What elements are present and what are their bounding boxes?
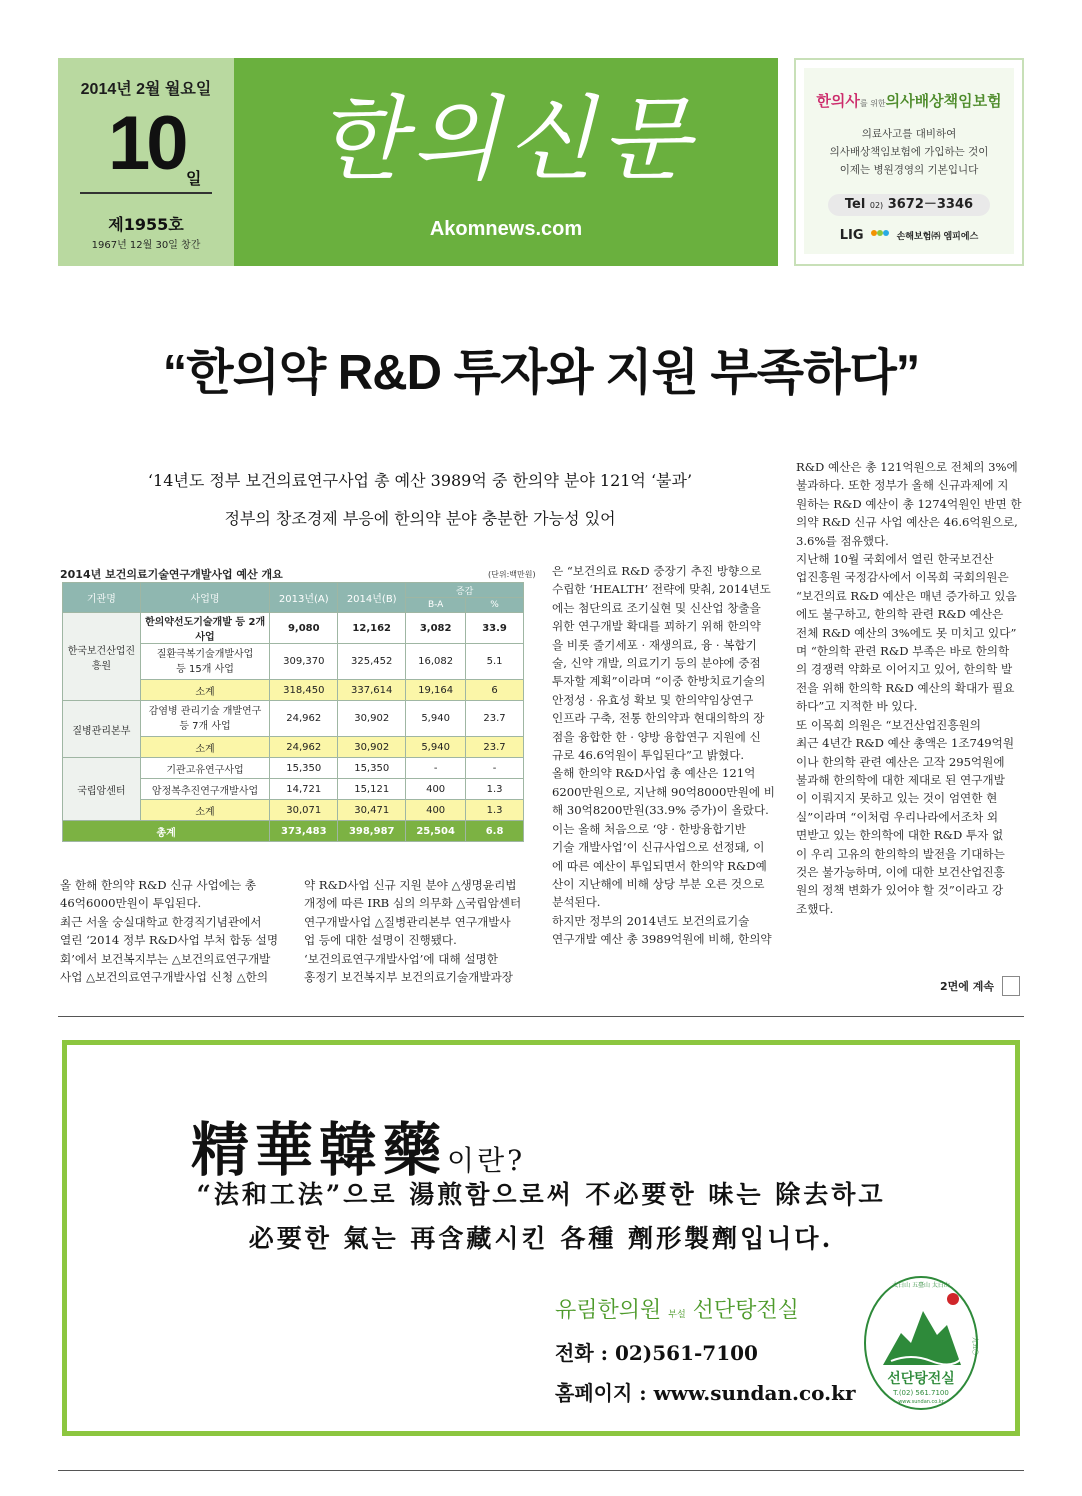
article-column-4 [796,458,1022,918]
article-text-line: “보건의료 R&D 예산은 매년 증가하고 있음 [796,588,1017,603]
article-text-line: 6200만원으로, 지난해 90억8000만원에 비 [552,784,775,799]
masthead-logo-box [234,58,778,266]
budget-table [62,582,524,842]
table-cell: 24,962 [270,737,338,758]
table-cell: 총계 [63,821,270,842]
insurance-company [804,228,1014,243]
lig-logo: LIG [839,228,864,243]
table-cell-line: 질환극복기술개발사업 [156,648,254,660]
table-cell: 암정복추진연구개발사업 [140,779,270,800]
article-column-3 [552,562,778,949]
herbal-medicine-ad[interactable] [62,1040,1020,1436]
article-text-line: 회’에서 보건복지부는 △보건의료연구개발 [60,951,271,966]
clinic-homepage[interactable]: 홈페이지 : www.sundan.co.kr [555,1381,856,1405]
table-cell: 373,483 [270,821,338,842]
date-line: 2014년 2월 월요일 [80,81,212,98]
table-header: 증감 [406,583,524,598]
table-cell-line: 등 15개 사업 [176,663,234,675]
table-header: 2014년(B) [338,583,406,613]
article-text-line: 전을 위해 한의학 R&D 예산의 확대가 필요 [796,680,1015,695]
bottom-divider [58,1470,1024,1471]
continued-note: 2면에 계속 [940,980,994,993]
table-cell: 23.7 [466,737,524,758]
article-text-line: 연구개발 예산 총 3989억원에 비해, 한의약 [552,932,772,947]
article-text-line: 실”이라며 “이처럼 우리나라에서조차 외 [796,809,999,824]
article-text-line: 이 우리 고유의 한의학의 발전을 기대하는 [796,846,1005,861]
table-cell: 309,370 [270,644,338,680]
table-cell: 15,121 [338,779,406,800]
article-text-line: 연구개발사업 △질병관리본부 연구개발사 [304,914,511,929]
article-text-line: 며 “한의학 관련 R&D 부족은 바로 한의학 [796,644,1010,659]
article-text-line: 하지만 정부의 2014년도 보건의료기술 [552,913,750,928]
seal-top-text: 太白山 五臺山 太白山 [892,1282,950,1289]
issue-number: 제1955호 [108,215,184,234]
article-column-2 [304,876,530,986]
table-cell-org: 질병관리본부 [63,701,141,758]
table-header: % [466,598,524,613]
article-text-line: 분석된다. [552,895,601,910]
table-cell: 15,350 [338,758,406,779]
article-text-line: 불과하다. 또한 정부가 올해 신규과제에 지 [796,478,1009,493]
table-cell-org: 한국보건산업진흥원 [63,613,141,701]
table-cell: 3,082 [406,613,466,644]
article-text-line: 에 따른 예산이 투입되면서 한의약 R&D예 [552,858,767,873]
table-cell: 337,614 [338,680,406,701]
table-cell: 30,471 [338,800,406,821]
mountain-icon [883,1311,961,1365]
table-cell: 16,082 [406,644,466,680]
paper-logo: 한의신문 [316,86,696,193]
article-text-line: 인프라 구축, 전통 한의약과 현대의학의 장 [552,711,765,726]
article-text-line: 산이 지난해에 비해 상당 부분 오른 것으로 [552,876,765,891]
insurance-ad-title [804,90,1014,111]
clinic-name [555,1293,799,1324]
insurance-ad-line: 의료사고를 대비하여 [861,128,957,140]
article-text-line: 에는 첨단의료 조기실현 및 신산업 창출을 [552,600,761,615]
insurance-ad-title-small: 를 위한 [859,99,886,108]
founded-date: 1967년 12월 30일 창간 [91,240,201,251]
article-text-line: 약 R&D사업 신규 지원 분야 △생명윤리법 [304,878,517,892]
table-cell: 소계 [140,680,270,701]
article-text-line: 최근 4년간 R&D 예산 총액은 1조749억원 [796,736,1015,751]
insurance-ad-line: 의사배상책임보험에 가입하는 것이 [829,146,989,158]
table-header: 사업명 [140,583,270,613]
table-cell: 33.9 [466,613,524,644]
table-row [63,701,524,737]
seal-side-text: 一九五〇 [971,1330,978,1356]
article-text-line: 이 이뤄지지 못하고 있는 것이 엄연한 현 [796,791,998,806]
article-headline: “한의약 R&D 투자와 지원 부족하다” [162,346,920,400]
table-cell: 한의약선도기술개발 등 2개 사업 [140,613,270,644]
article-text-line: 46억6000만원이 투입된다. [60,896,202,911]
article-text-line: 은 “보건의료 R&D 중장기 추진 방향으로 [552,564,762,578]
article-text-line: ‘보건의료연구개발사업’에 대해 설명한 [304,951,498,966]
table-cell: 30,071 [270,800,338,821]
table-cell: 14,721 [270,779,338,800]
red-sun-icon [947,1293,959,1305]
ad-line-2: 必要한 氣는 再含藏시킨 各種 劑形製劑입니다. [248,1224,834,1253]
tel-number: 3672－3346 [887,197,974,212]
table-cell: 318,450 [270,680,338,701]
article-text-line: 불과해 한의학에 대한 제대로 된 연구개발 [796,772,1005,787]
table-cell: 9,080 [270,613,338,644]
article-subhead-1: ‘14년도 정부 보건의료연구사업 총 예산 3989억 중 한의약 분야 121억 ‘불과’ [147,471,693,490]
article-text-line: 올해 한의약 R&D사업 총 예산은 121억 [552,766,756,781]
article-text-line: 규로 46.6억원이 투입된다”고 밝혔다. [552,748,745,763]
article-text-line: 지난해 10월 국회에서 열린 한국보건산 [796,552,994,567]
article-column-1 [60,876,286,986]
day-number: 10 [108,101,185,186]
article-text-line: 해 30억8200만원(33.9% 증가)이 올랐다. [552,803,769,818]
table-row [63,613,524,644]
table-header: 2013년(A) [270,583,338,613]
date-divider [80,192,212,194]
tel-label: Tel [844,197,866,212]
article-text-line: 안정성 · 유효성 확보 및 한의약임상연구 [552,692,754,707]
article-text-line: 전체 R&D 예산의 3%에도 못 미치고 있다” [796,625,1017,640]
ad-title-suffix: 이란? [447,1144,526,1177]
date-box [58,58,234,266]
article-text-line: 원하는 R&D 예산이 총 1274억원인 반면 한 [796,496,1022,511]
insurance-ad-panel [804,68,1014,254]
lig-dots-icon [870,228,890,238]
table-title: 2014년 보건의료기술연구개발사업 예산 개요 [60,568,283,581]
article-text-line: 술, 신약 개발, 의료기기 등의 분야에 중점 [552,656,761,671]
table-cell: 19,164 [406,680,466,701]
article-text-line: 하다”고 지적한 바 있다. [796,699,918,714]
table-cell-line: 등 7개 사업 [179,720,231,732]
table-header: B-A [406,598,466,613]
lig-company-name: 손해보험㈜ 엠피에스 [896,232,979,242]
table-row-total [63,821,524,842]
table-cell: 12,162 [338,613,406,644]
article-text-line: 이는 올해 처음으로 ‘양 · 한방융합기반 [552,821,746,836]
table-cell: 6.8 [466,821,524,842]
article-text-line: 것은 불가능하며, 이에 대한 보건산업진흥 [796,864,1005,879]
article-subhead-2: 정부의 창조경제 부응에 한의약 분야 충분한 가능성 있어 [224,509,616,528]
article-text-line: 홍정기 보건복지부 보건의료기술개발과장 [304,970,513,985]
table-row [63,758,524,779]
article-text-line: 이나 한의학 관련 예산은 고작 295억원에 [796,754,1005,769]
clinic-name-main: 유림한의원 [555,1298,662,1323]
paper-url[interactable]: Akomnews.com [429,218,583,240]
insurance-ad[interactable] [794,58,1024,266]
table-cell: 23.7 [466,701,524,737]
table-cell: 6 [466,680,524,701]
table-unit: (단위:백만원) [488,570,536,579]
article-text-line: R&D 예산은 총 121억원으로 전체의 3%에 [796,460,1018,474]
table-cell: 25,504 [406,821,466,842]
article-text-line: 면받고 있는 한의학에 대한 R&D 투자 없 [796,828,1004,843]
table-cell: 24,962 [270,701,338,737]
table-cell: 398,987 [338,821,406,842]
table-cell: 1.3 [466,779,524,800]
clinic-phone: 전화 : 02)561-7100 [555,1341,758,1365]
table-cell: - [406,758,466,779]
article-text-line: 조했다. [796,901,834,916]
insurance-ad-title-accent: 한의사 [816,92,860,110]
table-cell [140,701,270,737]
article-text-line: 위한 연구개발 확대를 꾀하기 위해 한의약 [552,619,761,634]
article-text-line: 3.6%를 점유했다. [796,533,889,548]
table-cell: 5,940 [406,701,466,737]
seal-name: 선단탕전실 [887,1371,955,1387]
article-text-line: 개정에 따른 IRB 심의 의무화 △국립암센터 [304,896,522,911]
table-cell: 1.3 [466,800,524,821]
tel-area: 02) [869,201,884,210]
article-text-line: 의약 R&D 신규 사업 예산은 46.6억원으로, [796,515,1018,530]
article-text-line: 최근 서울 숭실대학교 한경직기념관에서 [60,914,262,929]
article-text-line: 업 등에 대한 설명이 진행됐다. [304,933,457,948]
table-cell: 400 [406,779,466,800]
article-text-line: 수립한 ‘HEALTH’ 전략에 맞춰, 2014년도 [552,582,771,597]
table-cell [140,644,270,680]
seal-tel: T.(02) 561.7100 [893,1389,949,1397]
table-cell-line: 감염병 관리기술 개발연구 [148,705,262,717]
table-cell: 325,452 [338,644,406,680]
article-text-line: 투자할 계획”이라며 “이중 한방치료기술의 [552,674,766,689]
article-text-line: 점을 융합한 한 · 양방 융합연구 지원에 신 [552,729,761,744]
insurance-ad-line: 이제는 병원경영의 기본입니다 [839,164,979,176]
ad-line-1: “法和工法”으로 湯煎함으로써 不必要한 味는 除去하고 [196,1180,886,1209]
article-text-line: 을 비롯 줄기세포 · 재생의료, 융 · 복합기 [552,637,757,652]
article-text-line: 의 경쟁력 약화로 이어지고 있어, 한의학 발 [796,662,1013,677]
article-text-line: 열린 ‘2014 정부 R&D사업 부처 합동 설명 [60,933,279,948]
table-cell: 소계 [140,800,270,821]
table-cell: 소계 [140,737,270,758]
clinic-name-small: 부설 [668,1310,686,1320]
article-text-line: 또 이목희 의원은 “보건산업진흥원의 [796,717,981,732]
table-cell: 30,902 [338,737,406,758]
day-suffix: 일 [186,169,202,188]
table-cell: 5.1 [466,644,524,680]
article-text-line: 원의 정책 변화가 있어야 할 것”이라고 강 [796,883,1004,898]
table-cell: 15,350 [270,758,338,779]
insurance-ad-tel [828,194,990,216]
continued-box [1002,976,1020,996]
divider [58,1016,1024,1017]
insurance-ad-title-rest: 의사배상책임보험 [885,92,1002,110]
article-text-line: 업진흥원 국정감사에서 이목희 국회의원은 [796,570,1009,585]
table-header: 기관명 [63,583,141,613]
article-text-line: 올 한해 한의약 R&D 신규 사업에는 총 [60,878,257,892]
ad-title-main: 精華韓藥 [191,1116,448,1184]
table-cell: 400 [406,800,466,821]
table-cell-org: 국립암센터 [63,758,141,821]
table-cell: 5,940 [406,737,466,758]
sundan-seal-logo [861,1273,981,1413]
table-cell: - [466,758,524,779]
table-cell: 기관고유연구사업 [140,758,270,779]
table-cell: 30,902 [338,701,406,737]
seal-url: www.sundan.co.kr [898,1399,944,1405]
clinic-name-rest: 선단탕전실 [692,1298,799,1323]
article-text-line: 기술 개발사업’이 신규사업으로 선정돼, 이 [552,840,765,855]
article-text-line: 사업 △보건의료연구개발사업 신청 △한의 [60,970,269,985]
article-text-line: 에도 불구하고, 한의학 관련 R&D 예산은 [796,607,1004,622]
